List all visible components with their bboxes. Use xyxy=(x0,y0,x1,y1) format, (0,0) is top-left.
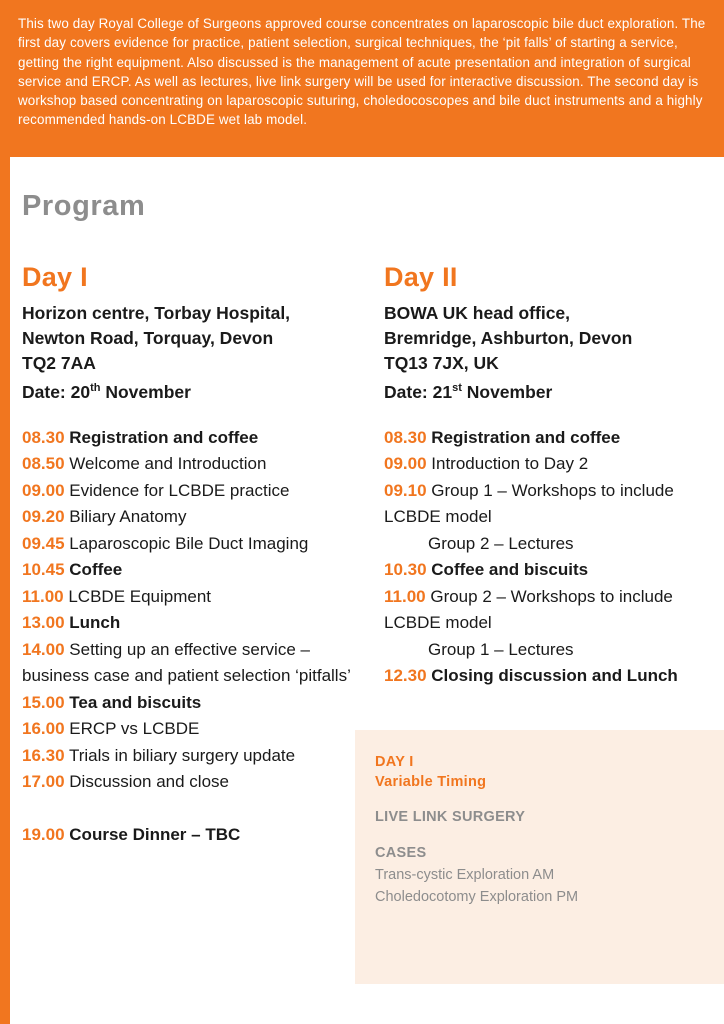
schedule-description: Tea and biscuits xyxy=(69,692,202,712)
schedule-description: Introduction to Day 2 xyxy=(431,454,589,474)
notes-timing-label: Variable Timing xyxy=(375,774,487,790)
day1-venue-line3: TQ2 7AA xyxy=(22,353,96,373)
day1-date-ordinal: th xyxy=(90,382,101,394)
day2-date xyxy=(384,376,714,405)
schedule-description: Trials in biliary surgery update xyxy=(68,745,296,765)
schedule-description: Coffee xyxy=(69,560,123,580)
day1-date-label: Date: 20 xyxy=(22,381,91,402)
day1-venue-line2: Newton Road, Torquay, Devon xyxy=(22,328,274,348)
day2-venue-line2: Bremridge, Ashburton, Devon xyxy=(384,328,633,348)
schedule-time: 13.00 xyxy=(22,613,65,633)
schedule-description: Setting up an effective service – business case and patient selection ‘pitfalls’ xyxy=(22,639,351,686)
schedule-item xyxy=(22,451,367,478)
schedule-time: 17.00 xyxy=(22,772,65,792)
schedule-item xyxy=(22,610,367,637)
day1-venue-line1: Horizon centre, Torbay Hospital, xyxy=(22,303,291,323)
day2-date-label: Date: 21 xyxy=(384,381,453,402)
schedule-time: 11.00 xyxy=(22,586,64,606)
notes-case-2: Choledocotomy Exploration PM xyxy=(375,889,579,905)
schedule-item xyxy=(22,716,367,743)
schedule-time: 09.45 xyxy=(22,533,65,553)
schedule-description: Group 2 – Lectures xyxy=(428,533,574,553)
schedule-item xyxy=(384,478,714,531)
schedule-item xyxy=(22,796,367,823)
day1-date-month: November xyxy=(100,381,191,402)
day1-venue xyxy=(22,301,367,405)
schedule-item xyxy=(22,822,367,849)
schedule-description: Registration and coffee xyxy=(431,427,621,447)
schedule-item xyxy=(22,743,367,770)
schedule-time: 10.30 xyxy=(384,560,427,580)
schedule-time: 08.50 xyxy=(22,454,65,474)
schedule-item xyxy=(22,584,367,611)
schedule-description: Group 1 – Workshops to include LCBDE model xyxy=(384,480,674,527)
schedule-time: 08.30 xyxy=(384,427,427,447)
schedule-time: 08.30 xyxy=(22,427,65,447)
day2-date-month: November xyxy=(461,381,553,402)
schedule-time: 11.00 xyxy=(384,586,426,606)
day1-schedule xyxy=(22,425,367,849)
schedule-description: Group 1 – Lectures xyxy=(428,639,574,659)
schedule-description: Laparoscopic Bile Duct Imaging xyxy=(69,533,309,553)
page-title: Program xyxy=(22,190,146,222)
schedule-description: Welcome and Introduction xyxy=(69,454,267,474)
day2-venue-line1: BOWA UK head office, xyxy=(384,303,571,323)
schedule-item xyxy=(384,557,714,584)
day1-title: Day I xyxy=(22,262,88,292)
schedule-description: ERCP vs LCBDE xyxy=(69,719,200,739)
intro-text: This two day Royal College of Surgeons approved course concentrates on laparoscopic bile duct exploration. The first day covers evidence for practice, patient selection, surgical techniques, the ‘pit falls’ of starting a service, getting the right equipment. Also discussed is the management of acute presentation and integration of surgical service and ERCP. As well as lectures, live link surgery will be used for interactive discussion. The second day is workshop based concentrating on laparoscopic suturing, choledocoscopes and bile duct instruments and a highly recommended hands-on LCBDE wet lab model. xyxy=(18,16,706,128)
schedule-time: 16.30 xyxy=(22,745,65,765)
notes-day-label: DAY I xyxy=(375,754,414,770)
schedule-time: 09.00 xyxy=(384,454,427,474)
schedule-item xyxy=(384,663,714,690)
notes-case-1: Trans-cystic Exploration AM xyxy=(375,867,555,883)
day2-date-ordinal: st xyxy=(452,382,462,394)
bottom-left-accent xyxy=(0,984,10,1024)
schedule-time: 09.10 xyxy=(384,480,427,500)
schedule-description: LCBDE Equipment xyxy=(68,586,212,606)
schedule-time: 10.45 xyxy=(22,560,65,580)
schedule-description: Group 2 – Workshops to include LCBDE model xyxy=(384,586,673,633)
schedule-item xyxy=(384,584,714,637)
schedule-item xyxy=(22,425,367,452)
schedule-time: 14.00 xyxy=(22,639,65,659)
notes-live-link-label: LIVE LINK SURGERY xyxy=(375,809,526,825)
bottom-strip xyxy=(0,984,724,1024)
day2-schedule xyxy=(384,425,714,690)
schedule-item xyxy=(384,425,714,452)
schedule-item xyxy=(22,504,367,531)
schedule-time: 12.30 xyxy=(384,666,427,686)
day2-venue xyxy=(384,301,714,405)
schedule-time: 15.00 xyxy=(22,692,65,712)
schedule-item xyxy=(22,531,367,558)
schedule-time: 09.20 xyxy=(22,507,65,527)
schedule-item xyxy=(22,690,367,717)
schedule-description: Registration and coffee xyxy=(69,427,259,447)
schedule-description: Discussion and close xyxy=(69,772,229,792)
schedule-item xyxy=(384,451,714,478)
intro-band xyxy=(0,0,724,157)
schedule-time: 19.00 xyxy=(22,825,65,845)
notes-cases-label: CASES xyxy=(375,845,427,861)
schedule-item xyxy=(384,637,714,664)
schedule-description: Coffee and biscuits xyxy=(431,560,589,580)
schedule-description: Course Dinner – TBC xyxy=(69,825,241,845)
day2-venue-line3: TQ13 7JX, UK xyxy=(384,353,499,373)
day2-title: Day II xyxy=(384,262,458,292)
schedule-description: Closing discussion and Lunch xyxy=(431,666,678,686)
schedule-item xyxy=(384,531,714,558)
schedule-description: Evidence for LCBDE practice xyxy=(69,480,290,500)
schedule-item xyxy=(22,478,367,505)
schedule-time: 09.00 xyxy=(22,480,65,500)
schedule-description: Biliary Anatomy xyxy=(69,507,187,527)
schedule-item xyxy=(22,769,367,796)
schedule-time: 16.00 xyxy=(22,719,65,739)
day1-date xyxy=(22,376,367,405)
notes-panel xyxy=(355,730,724,984)
schedule-description: Lunch xyxy=(69,613,121,633)
schedule-item xyxy=(22,637,367,690)
day1-column xyxy=(22,262,367,849)
day2-column xyxy=(384,262,714,690)
schedule-item xyxy=(22,557,367,584)
